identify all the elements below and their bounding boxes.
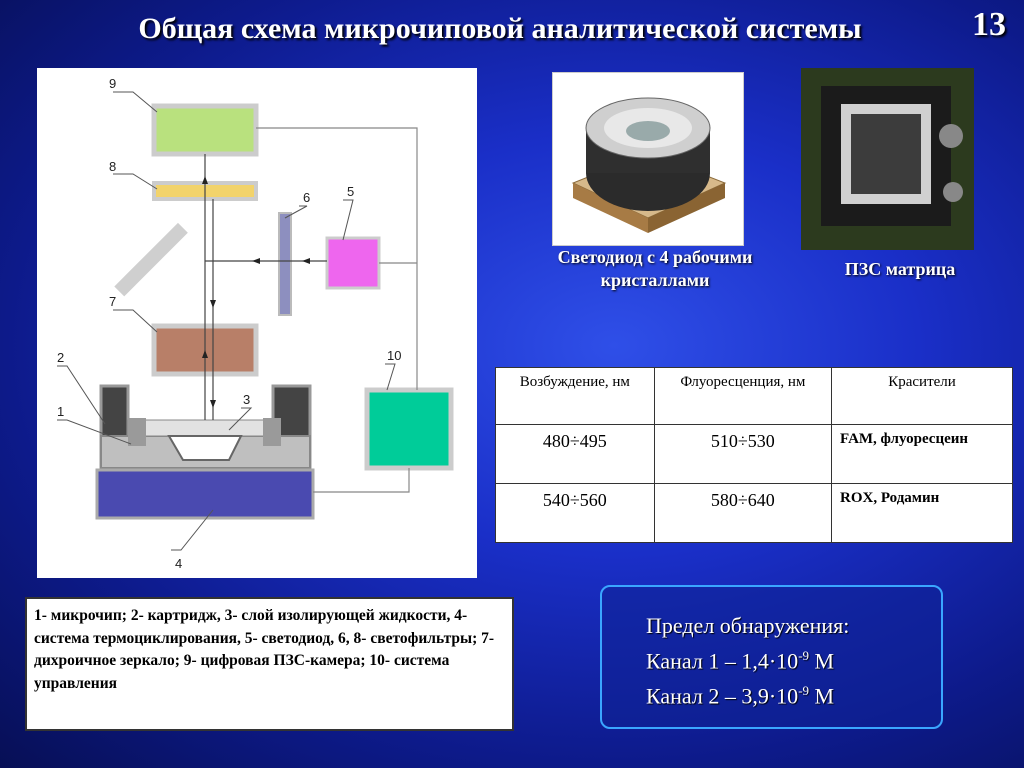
cell-dye: ROX, Родамин: [832, 484, 1013, 543]
label-8: 8: [109, 159, 117, 174]
label-4: 4: [175, 556, 183, 571]
label-10: 10: [387, 348, 402, 363]
header-excitation: Возбуждение, нм: [496, 368, 655, 425]
label-3: 3: [243, 392, 251, 407]
header-dyes: Красители: [832, 368, 1013, 425]
dyes-table: [495, 367, 1013, 543]
label-9: 9: [109, 76, 117, 91]
ccd-camera-block: [154, 106, 256, 154]
control-system-block: [367, 390, 451, 468]
ccd-photo: [801, 68, 974, 250]
label-2: 2: [57, 350, 65, 365]
filter-6-block: [279, 213, 291, 315]
cell-excitation: 540÷560: [496, 484, 655, 543]
cell-excitation: 480÷495: [496, 425, 655, 484]
cell-fluorescence: 580÷640: [654, 484, 831, 543]
led-caption: Светодиод с 4 рабочими кристаллами: [557, 247, 753, 290]
gasket-left: [128, 418, 146, 446]
dichroic-mirror: [114, 223, 188, 297]
cell-dye: FAM, флуоресцеин: [832, 425, 1013, 484]
ccd-caption: ПЗС матрица: [844, 259, 956, 279]
label-7: 7: [109, 294, 117, 309]
system-schema-diagram: [37, 68, 477, 578]
label-5: 5: [347, 184, 355, 199]
table-row: [496, 425, 1013, 484]
slide-title: Общая схема микрочиповой аналитической системы: [138, 12, 862, 45]
header-fluorescence: Флуоресценция, нм: [654, 368, 831, 425]
limit-channel-2: Канал $2 - 3,9\cdot 10^{-9}$ М: [646, 683, 835, 709]
chip-well: [169, 436, 241, 460]
limit-heading: Предел обнаружения:: [646, 613, 850, 638]
led-photo: [552, 72, 744, 246]
label-1: 1: [57, 404, 65, 419]
chip-top: [128, 420, 273, 436]
cell-fluorescence: 510÷530: [654, 425, 831, 484]
detection-limit-box: [600, 585, 943, 729]
label-6: 6: [303, 190, 311, 205]
thermocycler: [97, 470, 313, 518]
led-block: [327, 238, 379, 288]
table-header-row: [496, 368, 1013, 425]
table-row: [496, 484, 1013, 543]
gasket-right: [263, 418, 281, 446]
slide-number: 13: [972, 6, 1006, 43]
legend-text: 1- микрочип; 2- картридж, 3- слой изолирующей жидкости, 4- система термоциклирования, 5- светодиод, 6, 8- светофильтры; 7- дихроичное зеркало; 9- цифровая ПЗС-камера; 10- система управления: [25, 597, 514, 731]
limit-channel-1: Канал $1 - 1,4\cdot 10^{-9}$ М: [646, 648, 835, 674]
